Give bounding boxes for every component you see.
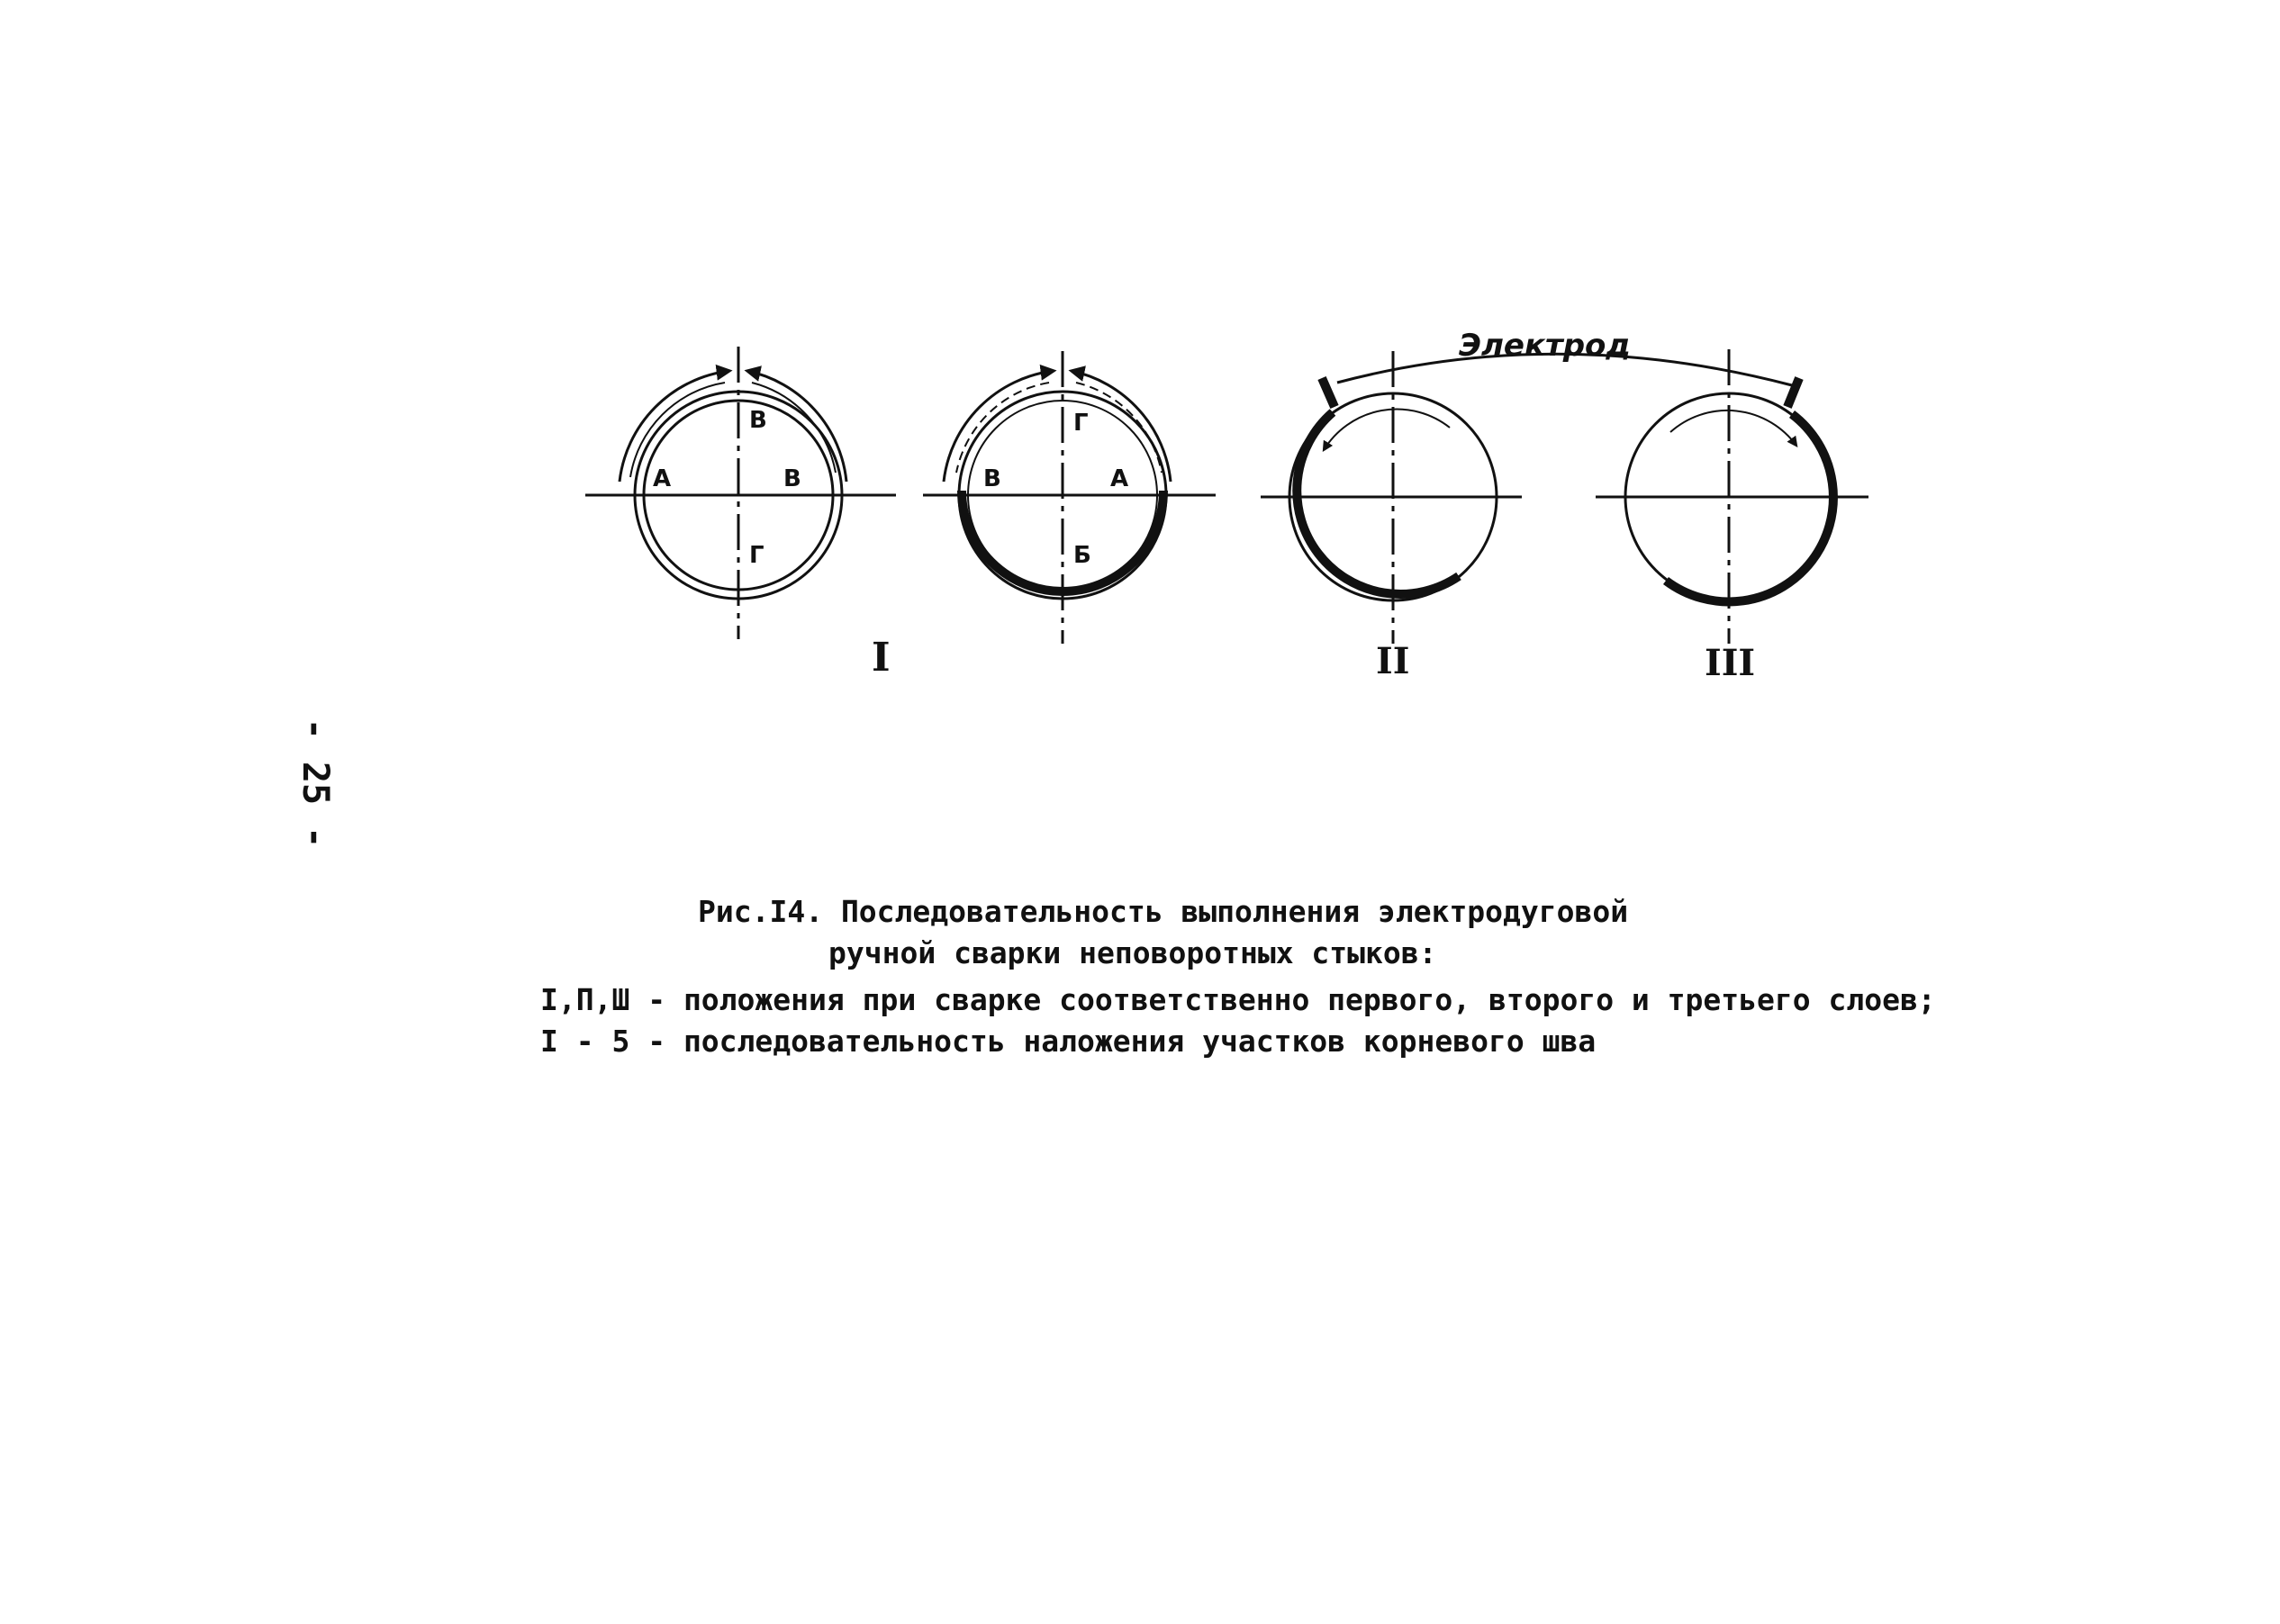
arc-arrow-cw — [1670, 411, 1796, 446]
joint-diagram-3 — [1261, 351, 1522, 682]
label-top: В — [749, 407, 767, 434]
caption-legend-positions: I,П,Ш - положения при сварке соответственно первого, второго и третьего слоев; — [540, 982, 1936, 1017]
label-top: Г — [1073, 410, 1089, 437]
joint-diagram-1 — [585, 347, 896, 639]
joint-diagram-4 — [1596, 349, 1868, 684]
label-bottom: Б — [1073, 542, 1091, 569]
arc-inner-left — [630, 383, 725, 477]
position-label-first: I — [872, 635, 891, 681]
thick-weld-segment — [1297, 412, 1459, 594]
label-left: В — [983, 465, 1001, 492]
thick-weld-segment — [1666, 414, 1833, 601]
label-right: А — [1110, 465, 1129, 492]
caption-subtitle-line: ручной сварки неповоротных стыков: — [828, 935, 1437, 970]
electrode-holder-right — [1787, 378, 1799, 407]
caption-title-line: Рис.I4. Последовательность выполнения электродуговой — [698, 894, 1629, 929]
arc-arrow-ccw — [1324, 410, 1450, 450]
electrode-holder-left — [1322, 378, 1335, 407]
joint-diagram-2 — [872, 351, 1216, 681]
label-bottom: Г — [749, 542, 765, 569]
caption-legend-sequence: I - 5 - последовательность наложения участков корневого шва — [540, 1024, 1597, 1059]
page-number: - 25 - — [294, 717, 336, 849]
electrode-annotation — [1337, 328, 1792, 385]
position-label-third: III — [1705, 642, 1756, 684]
figure-caption — [540, 891, 2071, 1062]
electrode-label: Электрод — [1459, 328, 1631, 364]
label-left: А — [653, 465, 672, 492]
position-label-second: II — [1376, 640, 1410, 682]
label-right: В — [783, 465, 801, 492]
